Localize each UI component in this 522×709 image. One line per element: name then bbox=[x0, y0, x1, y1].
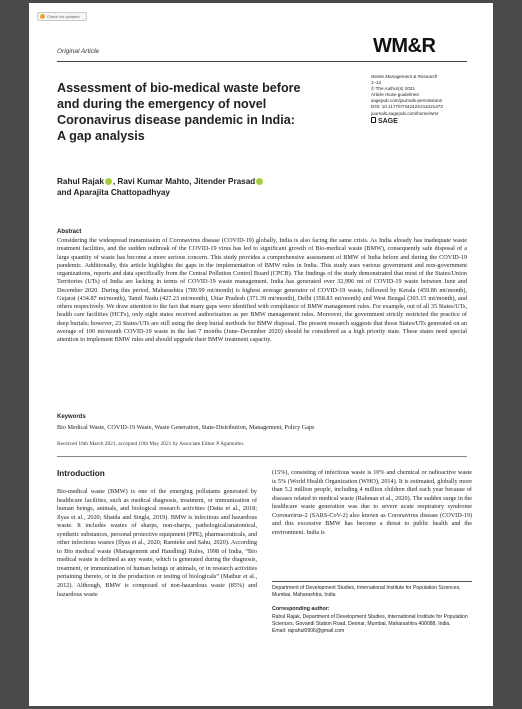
affiliation: Department of Development Studies, International Institute for Population Sciences, Mumbai, Maharashtra, India bbox=[272, 585, 461, 598]
corresponding-author-heading: Corresponding author: bbox=[272, 606, 330, 612]
permissions-link[interactable]: sagepub.com/journals-permissions bbox=[371, 98, 442, 104]
reuse-guidelines: Article reuse guidelines: bbox=[371, 92, 420, 98]
copyright: © The Author(s) 2021 bbox=[371, 86, 415, 92]
section-divider bbox=[57, 456, 467, 457]
introduction-heading: Introduction bbox=[57, 469, 105, 478]
title-line: and during the emergency of novel bbox=[57, 97, 267, 111]
title-line: Coronavirus disease pandemic in India: bbox=[57, 113, 295, 127]
badge-label: Check for updates bbox=[47, 14, 80, 19]
article-page bbox=[29, 3, 493, 706]
corresponding-author bbox=[272, 614, 472, 634]
received-date: Received 16th March 2021, accepted 10th May 2021 by Associate Editor P Agamuthu. bbox=[57, 441, 245, 447]
footnote-divider bbox=[272, 581, 472, 582]
publisher-name: SAGE bbox=[377, 117, 398, 125]
body-column-left: Bio-medical waste (BMW) is one of the emerging pollutants generated by healthcare facilities, such as medical diagnosis, treatment, or immunization of human beings, animals, and biological research activities (Datta et al., 2018; Ilyas et al., 2020; Shaida and Singla, 2019). BMW is infectious and hazardous waste. It includes wastes of sharps, non-sharps, pathological/anatomical, synthetic substances, personal protective equipment (PPE), pharmaceuticals, and other infectious wastes (Ilyas et al., 2020; Ramteke and Sahu, 2020). According to Bio medical waste (Management and Handling) Rules, 1998 of India, “Bio medical waste is defined as any waste, which is generated during the diagnosis, treatment, or immunization of human beings or animals, or in research activities pertaining thereto, or in the production or testing of biologicals” (Mathur et al., 2012). Although, BMW is composed of non-hazardous waste (85%) and hazardous waste bbox=[57, 488, 258, 598]
corresponding-author-address: Rahul Rajak, Department of Development Studies, International Institute for Population Sciences, Govandi Station Road, Deonar, Mumbai, Maharashtra 400088, India. bbox=[272, 614, 468, 627]
header-divider bbox=[57, 61, 467, 62]
title-line: A gap analysis bbox=[57, 129, 145, 143]
journal-logo: WM&R bbox=[373, 35, 436, 57]
journal-meta bbox=[371, 74, 481, 125]
page-range: 1–12 bbox=[371, 80, 382, 86]
journal-name: Waste Management & Research bbox=[371, 74, 438, 79]
author-name[interactable]: and Aparajita Chattopadhyay bbox=[57, 188, 170, 197]
corresponding-author-email[interactable]: Email: rajrahul0906@gmail.com bbox=[272, 627, 345, 634]
keywords-heading: Keywords bbox=[57, 414, 86, 420]
doi[interactable]: DOI: 10.1177/0734242X211021473 bbox=[371, 104, 443, 110]
publisher-logo bbox=[371, 117, 481, 125]
author-name[interactable]: Rahul Rajak bbox=[57, 177, 104, 186]
orcid-icon[interactable] bbox=[105, 178, 112, 185]
article-type: Original Article bbox=[57, 48, 100, 55]
journal-home-link[interactable]: journals.sagepub.com/home/wmr bbox=[371, 110, 439, 116]
abstract-text: Considering the widespread transmission of Coronavirus disease (COVID-19) globally, India is also facing the same crisis. As India already has inadequate waste treatment facilities, and the sudden outbreak of the COVID-19 virus has led to significant growth of Bio-medical waste (BMW), consequently safe disposal of a large quantity of waste has become a more serious concern. This study provides a comprehensive assessment of BMW of India before and during the COVID-19 pandemic. Additionally, this article highlights the gaps in the implementation of BMW rules in India. This study uses various government and non-government organizations, reports and data specifically from the Central Pollution Control Board (CPCB). The findings of the study demonstrated that most of the States/Union Territories (UTs) of India are lacking in terms of COVID-19 waste management. India has generated over 32,996 mt of COVID-19 waste between June and December 2020. During this period, Maharashtra (789.99 mt/month) is highest average generator of COVID-19 waste, followed by Kerala (459.86 mt/month), Gujarat (434.87 mt/month), Tamil Nadu (427.23 mt/month), Uttar Pradesh (371.39 mt/month), Delhi (358.83 mt/month) and West Bengal (303.15 mt/month), and others respectively. We draw attention to the fact that many gaps were identified with compliance of BMW management rules. For example, out of all 35 States/UTs, health care facilities (HCFs), only eight states received authorization as per BMW management rules. Moreover, the government strictly restricted the practice of deep burials; however, 23 States/UTs are still using the deep burial methods for BMW disposal. The present research suggests that those States/UTs generated on an average of 100 mt/month COVID-19 waste in the last 7 months (June–December 2020) should be considered as a high priority state. These states need special attention to implement BMW rules and should upgrade their BMW treatment capacity. bbox=[57, 237, 467, 343]
check-for-updates-badge[interactable] bbox=[37, 12, 87, 21]
author-list bbox=[57, 176, 357, 198]
keywords-text: Bio Medical Waste, COVID-19 Waste, Waste Generation, State-Distribution, Management, Policy Gaps bbox=[57, 424, 315, 431]
title-line: Assessment of bio-medical waste before bbox=[57, 81, 301, 95]
update-icon bbox=[40, 14, 45, 19]
author-name[interactable]: , Ravi Kumar Mahto, Jitender Prasad bbox=[112, 177, 256, 186]
orcid-icon[interactable] bbox=[256, 178, 263, 185]
sage-icon bbox=[371, 117, 376, 123]
body-column-right: (15%), consisting of infectious waste is 10% and chemical or radioactive waste is 5% (World Health Organization (WHO), 2014). It is estimated, globally more than 5.2 million people, including 4 million children died each year because of diseases related to medical waste (Rahman et al., 2020). The sudden surge in the healthcare waste generation was due to severe acute respiratory syndrome Coronavirus-2 (SARS-CoV-2) also known as Coronavirus disease (COVID-19) and this excessive BMW has become a threat to public health and the environment. India is bbox=[272, 469, 472, 536]
article-title bbox=[57, 80, 357, 144]
abstract-heading: Abstract bbox=[57, 229, 82, 235]
